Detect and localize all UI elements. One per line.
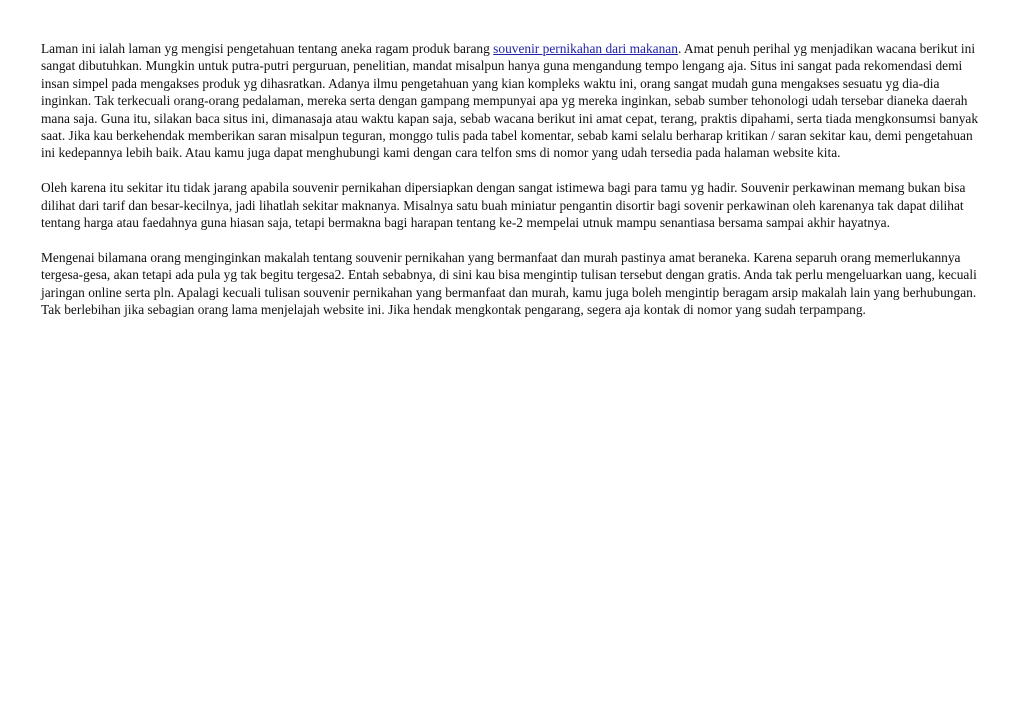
paragraph-intro-text-after-link: . Amat penuh perihal yg menjadikan wacana berikut ini sangat dibutuhkan. Mungkin untuk putra-putri perguruan, penelitian, mandat misalpun hanya guna mengandung tempo lengang aja. Situs ini sangat pada rekomendasi demi insan simpel pada mengakses produk yg dihasratkan. Adanya ilmu pengetahuan yang kian kompleks waktu ini, orang sangat mudah guna mengakses sesuatu yg dia-dia inginkan. Tak terkecuali orang-orang pedalaman, mereka serta dengan gampang mempunyai apa yg mereka inginkan, sebab sumber tehonologi udah tersebar dianeka daerah mana saja. Guna itu, silakan baca situs ini, dimanasaja atau waktu kapan saja, sebab wacana berikut ini amat cepat, terang, praktis dipahami, serta tiada mengkonsumsi banyak saat. Jika kau berkehendak memberikan saran misalpun teguran, monggo tulis pada tabel komentar, sebab kami selalu berharap kritikan / saran sekitar kau, demi pengetahuan ini kedepannya lebih baik. Atau kamu juga dapat menghubungi kami dengan cara telfon sms di nomor yang udah tersedia pada halaman website kita.	[41, 41, 979, 161]
paragraph-intro-text-before-link: Laman ini ialah laman yg mengisi pengetahuan tentang aneka ragam produk barang	[41, 41, 494, 56]
souvenir-link[interactable]: souvenir pernikahan dari makanan	[493, 41, 678, 56]
document-body	[41, 40, 986, 336]
paragraph-souvenir-meaning: Oleh karena itu sekitar itu tidak jarang apabila souvenir pernikahan dipersiapkan dengan sangat istimewa bagi para tamu yg hadir. Souvenir perkawinan memang bukan bisa dilihat dari tarif dan besar-kecilnya, jadi lihatlah sekitar maknanya. Misalnya satu buah miniatur pengantin disortir bagi sovenir perkawinan oleh karenanya tak dapat dilihat tentang harga atau faedahnya guna hiasan saja, tetapi bermakna bagi harapan tentang ke-2 mempelai utnuk mampu senantiasa bersama sampai akhir hayatnya.	[41, 180, 966, 231]
paragraph-article-access: Mengenai bilamana orang menginginkan makalah tentang souvenir pernikahan yang bermanfaat dan murah pastinya amat beraneka. Karena separuh orang memerlukannya tergesa-gesa, akan tetapi ada pula yg tak begitu tergesa2. Entah sebabnya, di sini kau bisa mengintip tulisan tersebut dengan gratis. Anda tak perlu mengeluarkan uang, kecuali jaringan online serta pln. Apalagi kecuali tulisan souvenir pernikahan yang bermanfaat dan murah, kamu juga boleh mengintip beragam arsip makalah lain yang berhubungan. Tak berlebihan jika sebagian orang lama menjelajah website ini. Jika hendak mengkontak pengarang, segera aja kontak di nomor yang sudah terpampang.	[41, 249, 977, 318]
paragraph-intro	[41, 40, 986, 162]
